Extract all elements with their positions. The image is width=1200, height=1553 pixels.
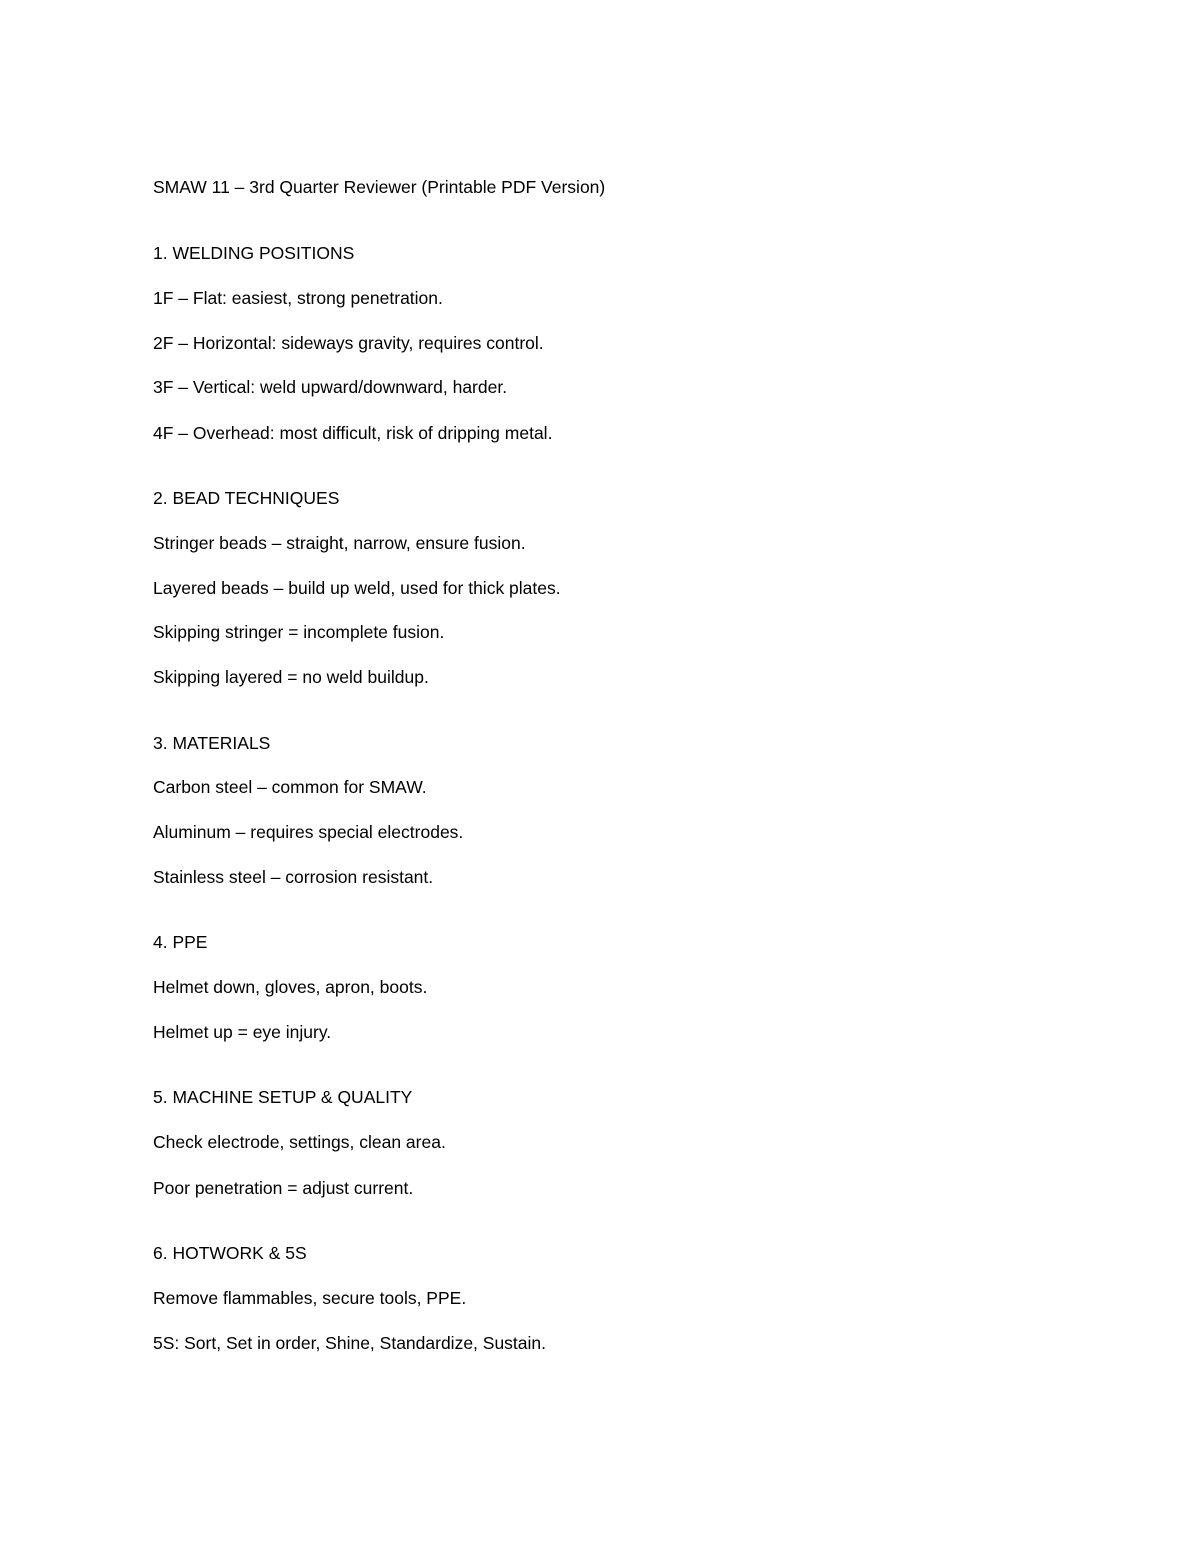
document-title: SMAW 11 – 3rd Quarter Reviewer (Printable PDF Version): [153, 177, 606, 197]
list-item: Helmet up = eye injury.: [153, 1022, 332, 1042]
list-item: 5S: Sort, Set in order, Shine, Standardize, Sustain.: [153, 1333, 547, 1353]
list-item: Check electrode, settings, clean area.: [153, 1132, 446, 1152]
section-heading: 3. MATERIALS: [153, 733, 271, 753]
list-item: 1F – Flat: easiest, strong penetration.: [153, 288, 443, 308]
section-heading: 5. MACHINE SETUP & QUALITY: [153, 1087, 413, 1107]
list-item: Skipping layered = no weld buildup.: [153, 667, 429, 687]
list-item: Carbon steel – common for SMAW.: [153, 777, 427, 797]
list-item: 3F – Vertical: weld upward/downward, harder.: [153, 377, 508, 397]
list-item: Helmet down, gloves, apron, boots.: [153, 977, 428, 997]
list-item: Layered beads – build up weld, used for thick plates.: [153, 578, 561, 598]
list-item: Stringer beads – straight, narrow, ensure fusion.: [153, 533, 526, 553]
section-heading: 4. PPE: [153, 932, 208, 952]
list-item: Stainless steel – corrosion resistant.: [153, 867, 434, 887]
list-item: Skipping stringer = incomplete fusion.: [153, 622, 445, 642]
list-item: 2F – Horizontal: sideways gravity, requires control.: [153, 333, 544, 353]
list-item: 4F – Overhead: most difficult, risk of dripping metal.: [153, 423, 553, 443]
list-item: Remove flammables, secure tools, PPE.: [153, 1288, 467, 1308]
list-item: Aluminum – requires special electrodes.: [153, 822, 464, 842]
list-item: Poor penetration = adjust current.: [153, 1178, 414, 1198]
section-heading: 6. HOTWORK & 5S: [153, 1243, 307, 1263]
section-heading: 2. BEAD TECHNIQUES: [153, 488, 340, 508]
section-heading: 1. WELDING POSITIONS: [153, 243, 355, 263]
